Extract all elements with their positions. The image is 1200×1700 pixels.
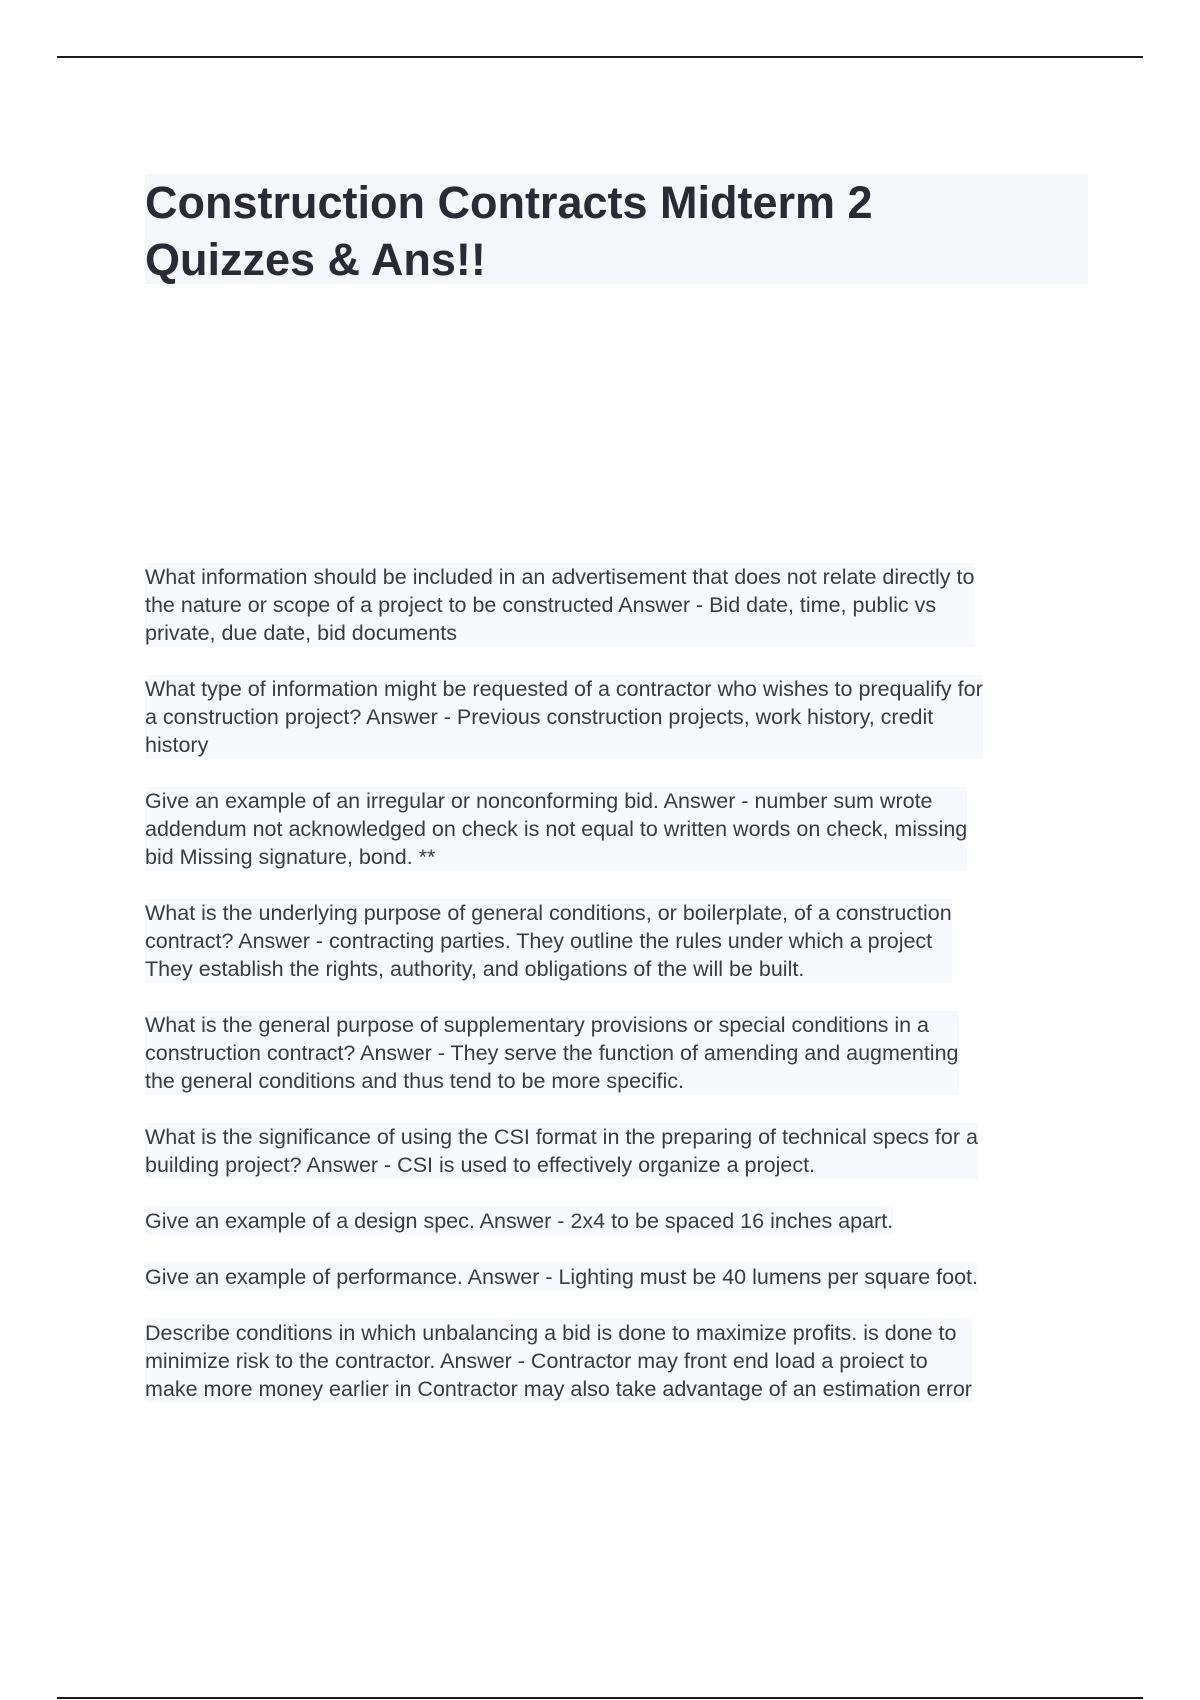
qa-item-1: What information should be included in an advertisement that does not relate directly to the nature or scope of a project to be constructed Answer - Bid date, time, public vs private, due date, bid documents [145,565,975,645]
bottom-rule [57,1697,1143,1699]
qa-item-6: What is the significance of using the CSI format in the preparing of technical specs for a building project? Answer - CSI is used to effectively organize a project. [145,1125,978,1177]
qa-item-7: Give an example of a design spec. Answer - 2x4 to be spaced 16 inches apart. [145,1209,894,1233]
document-title: Construction Contracts Midterm 2 Quizzes & Ans!! [145,177,873,285]
qa-item-5: What is the general purpose of supplementary provisions or special conditions in a construction contract? Answer - They serve the function of amending and augmenting the general conditions and thus tend to be more specific. [145,1013,959,1093]
qa-item-8: Give an example of performance. Answer - Lighting must be 40 lumens per square foot. [145,1265,978,1289]
qa-item-9: Describe conditions in which unbalancing a bid is done to maximize profits. is done to minimize risk to the contractor. Answer - Contractor may front end load a proiect to make more money earlier in Contractor may also take advantage of an estimation error [145,1321,972,1401]
qa-item-4: What is the underlying purpose of general conditions, or boilerplate, of a construction contract? Answer - contracting parties. They outline the rules under which a project They establish the rights, authority, and obligations of the will be built. [145,901,952,981]
qa-item-2: What type of information might be requested of a contractor who wishes to prequalify for a construction project? Answer - Previous construction projects, work history, credit history [145,677,983,757]
qa-item-3: Give an example of an irregular or nonconforming bid. Answer - number sum wrote addendum not acknowledged on check is not equal to written words on check, missing bid Missing signature, bond. ** [145,789,968,869]
qa-list [145,563,1100,1431]
title-block [145,174,1088,284]
top-rule [57,56,1143,58]
